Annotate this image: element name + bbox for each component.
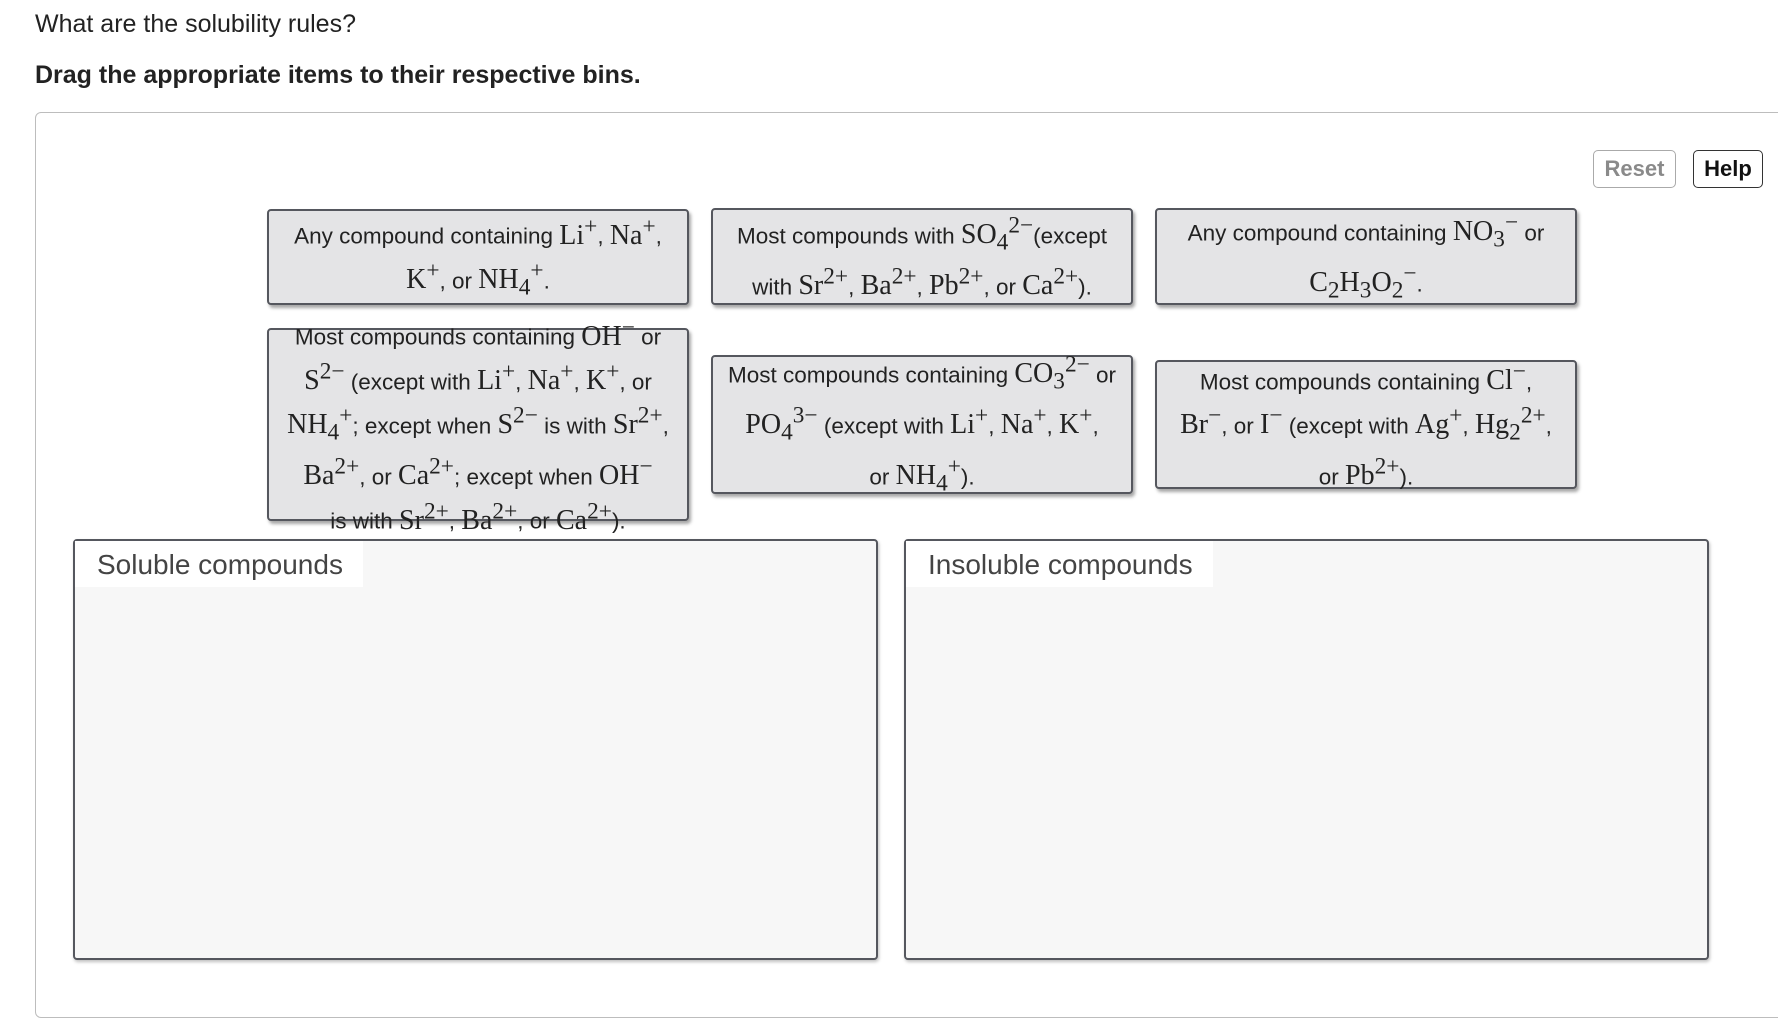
instruction-text: Drag the appropriate items to their respective bins.: [35, 61, 641, 89]
soluble-bin[interactable]: [73, 539, 878, 960]
drag-item-halides[interactable]: Most compounds containing Cl−, Br−, or I− (except with Ag+, $Hg_2^{2+}$, or $Pb^{2+}$).: [1155, 360, 1577, 489]
drag-item-nitrate-acetate[interactable]: Any compound containing $NO_3^-$ or $C_2H_3O_2^-$.: [1155, 208, 1577, 305]
insoluble-bin[interactable]: [904, 539, 1709, 960]
reset-button[interactable]: Reset: [1593, 150, 1676, 188]
drag-item-hydroxide-sulfide[interactable]: Most compounds containing OH− or $S^{2-}$ (except with Li+, Na+, K+, or $NH_4^+$; except when $S^{2-}$ is with $Sr^{2+}$, $Ba^{2+}$, or $Ca^{2+}$; except when OH− is with $Sr^{2+}$, $Ba^{2+}$, or $Ca^{2+}$).: [267, 328, 689, 521]
soluble-bin-label: Soluble compounds: [75, 541, 363, 587]
drag-item-sulfate[interactable]: Most compounds with $SO_4^{2-}(except$ with $Sr^{2+}$, $Ba^{2+}$, $Pb^{2+}$, or $Ca^{2+}$).: [711, 208, 1133, 305]
drag-item-carbonate-phosphate[interactable]: Most compounds containing $CO_3^{2-}$ or $PO_4^{3-}$ (except with Li+, Na+, K+, or $NH_4^+$).: [711, 355, 1133, 494]
drag-item-alkali-ammonium[interactable]: Any compound containing Li+, Na+, K+, or $NH_4^+$.: [267, 209, 689, 305]
help-button[interactable]: Help: [1693, 150, 1763, 188]
question-text: What are the solubility rules?: [35, 10, 356, 38]
insoluble-bin-label: Insoluble compounds: [906, 541, 1213, 587]
